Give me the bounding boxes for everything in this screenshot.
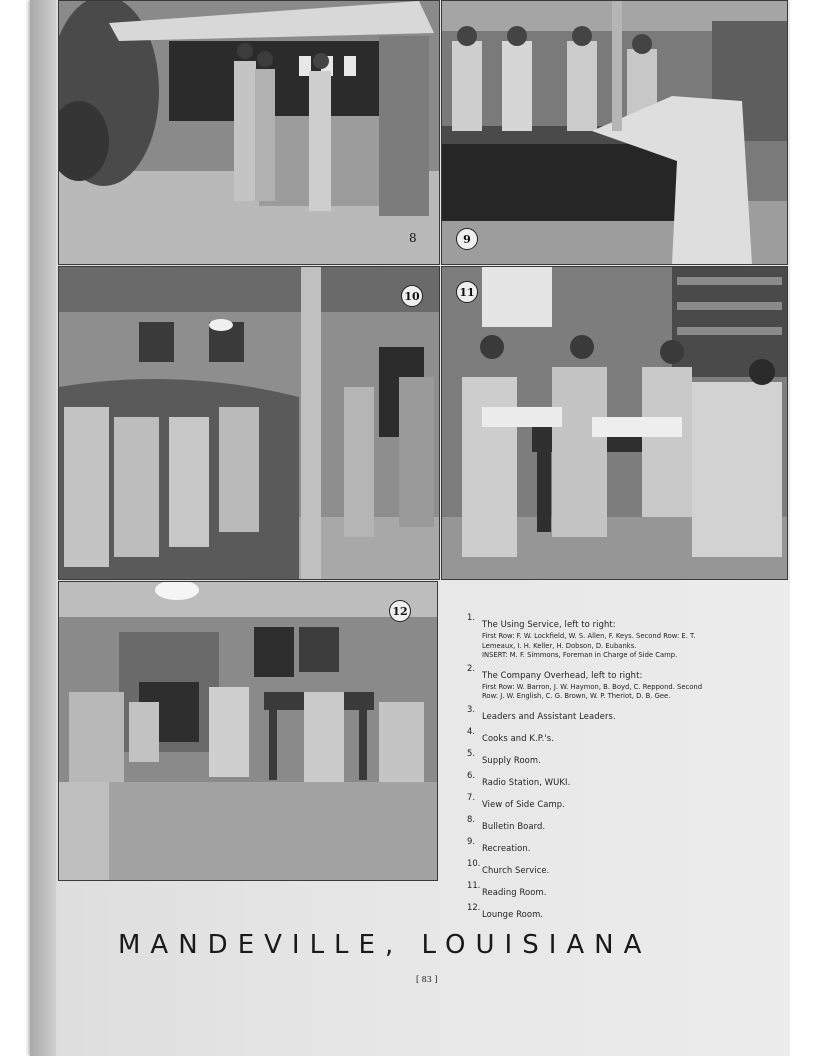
caption-number: 8. (467, 813, 475, 824)
caption-number: 12. (467, 901, 481, 912)
page-title: MANDEVILLE, LOUISIANA (118, 930, 652, 960)
caption-item (467, 836, 767, 855)
photo-recreation (441, 0, 788, 265)
caption-item (467, 726, 767, 745)
caption-detail-line: First Row: W. Barron, J. W. Haymon, B. Boyd, C. Reppond. Second (482, 682, 703, 691)
photo-lounge-room (58, 581, 438, 881)
caption-title: Lounge Room. (482, 908, 544, 919)
caption-item (467, 880, 767, 899)
caption-item (467, 663, 767, 701)
caption-item (467, 748, 767, 767)
photo-number-8: 8 (409, 231, 417, 245)
caption-title: The Using Service, left to right: (482, 619, 616, 629)
caption-number: 11. (467, 879, 481, 890)
photo-number-12: 12 (389, 600, 411, 622)
caption-item (467, 814, 767, 833)
page-number: [ 83 ] (416, 975, 438, 984)
caption-title: Recreation. (482, 842, 531, 853)
caption-title: Church Service. (482, 864, 550, 875)
caption-number: 3. (467, 703, 475, 714)
yearbook-page (30, 0, 790, 1056)
caption-title: Cooks and K.P.'s. (482, 732, 554, 743)
caption-item (467, 858, 767, 877)
caption-number: 5. (467, 747, 475, 758)
photo-number-11: 11 (456, 281, 478, 303)
caption-item (467, 792, 767, 811)
caption-number: 6. (467, 769, 475, 780)
photo-bulletin-board (58, 0, 440, 265)
caption-detail-line: Row: J. W. English, C. G. Brown, W. P. Theriot, D. B. Gee. (482, 692, 671, 701)
caption-item (467, 612, 767, 660)
caption-item (467, 704, 767, 723)
caption-number: 1. (467, 612, 475, 622)
caption-title: Radio Station, WUKI. (482, 776, 571, 787)
caption-number: 7. (467, 791, 475, 802)
caption-detail-line: Lemeaux, I. H. Keller, H. Dobson, D. Eubanks. (482, 641, 637, 650)
caption-detail-line: INSERT: M. F. Simmons, Foreman in Charge of Side Camp. (482, 651, 678, 660)
caption-number: 10. (467, 857, 481, 868)
photo-reading-room (441, 266, 788, 580)
photo-church-service (58, 266, 440, 580)
caption-title: Supply Room. (482, 754, 541, 765)
photo-number-9: 9 (456, 228, 478, 250)
caption-title: Leaders and Assistant Leaders. (482, 710, 616, 721)
caption-title: View of Side Camp. (482, 798, 565, 809)
photo-number-10: 10 (401, 285, 423, 307)
caption-title: The Company Overhead, left to right: (482, 669, 643, 680)
caption-number: 4. (467, 725, 475, 736)
caption-number: 9. (467, 835, 475, 846)
caption-item (467, 902, 767, 921)
caption-title: Bulletin Board. (482, 820, 546, 831)
book-spine-shadow (30, 0, 56, 1056)
caption-detail-line: First Row: F. W. Lockfield, W. S. Allen, F. Keys. Second Row: E. T. (482, 632, 696, 640)
caption-number: 2. (467, 662, 475, 673)
caption-title: Reading Room. (482, 886, 547, 897)
photo-caption-list (467, 612, 767, 919)
caption-item (467, 770, 767, 789)
